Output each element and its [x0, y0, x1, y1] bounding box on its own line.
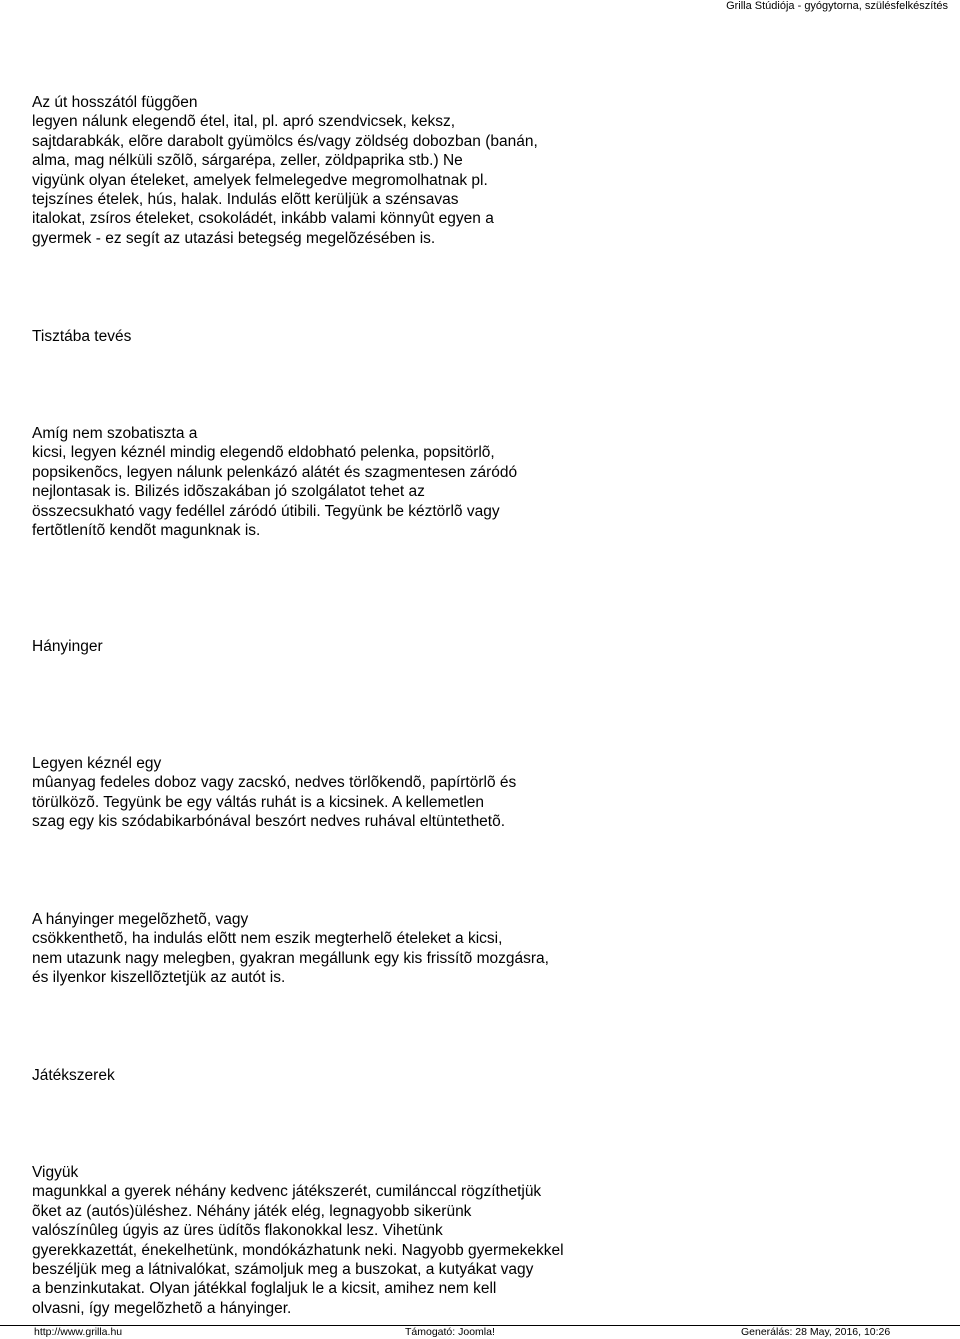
footer-sponsor: Támogató: Joomla!: [405, 1326, 495, 1338]
text-line: nejlontasak is. Bilizés idõszakában jó szolgálatot tehet az: [32, 483, 425, 501]
paragraph-food: [32, 93, 652, 248]
text-line: gyermek - ez segít az utazási betegség megelõzésében is.: [32, 229, 436, 247]
text-line: Amíg nem szobatiszta a: [32, 425, 198, 442]
text-line: Vigyük: [32, 1164, 79, 1181]
paragraph-nausea-kit: [32, 754, 652, 832]
heading-diapering: [32, 327, 652, 346]
text-line: õket az (autós)üléshez. Néhány játék elég, legnagyobb sikerünk: [32, 1202, 472, 1220]
page-footer: [0, 1325, 960, 1339]
text-line: valószínûleg úgyis az üres üdítõs flakonokkal lesz. Vihetünk: [32, 1222, 443, 1240]
page-header-title: Grilla Stúdiója - gyógytorna, szülésfelkészítés: [726, 0, 948, 12]
text-line: kicsi, legyen kéznél mindig elegendõ eldobható pelenka, popsitörlõ,: [32, 444, 495, 462]
text-line: vigyünk olyan ételeket, amelyek felmelegedve megromolhatnak pl.: [32, 171, 488, 189]
text-line: fertõtlenítõ kendõt magunknak is.: [32, 522, 261, 540]
paragraph-toys: [32, 1163, 652, 1318]
text-line: Legyen kéznél egy: [32, 755, 162, 772]
section-heading: Tisztába tevés: [32, 328, 132, 345]
text-line: a benzinkutakat. Olyan játékkal foglaljuk le a kicsit, amihez nem kell: [32, 1280, 497, 1298]
footer-url-link[interactable]: http://www.grilla.hu: [34, 1326, 123, 1338]
paragraph-nausea-prevention: [32, 910, 652, 988]
text-line: alma, mag nélküli szõlõ, sárgarépa, zeller, zöldpaprika stb.) Ne: [32, 152, 463, 170]
heading-toys: [32, 1066, 652, 1085]
text-line: magunkkal a gyerek néhány kedvenc játékszerét, cumilánccal rögzíthetjük: [32, 1183, 542, 1201]
text-line: szag egy kis szódabikarbónával beszórt nedves ruhával eltüntethetõ.: [32, 813, 506, 831]
text-line: legyen nálunk elegendõ étel, ital, pl. apró szendvicsek, keksz,: [32, 113, 456, 131]
text-line: sajtdarabkák, elõre darabolt gyümölcs és/vagy zöldség dobozban (banán,: [32, 132, 538, 150]
text-line: A hányinger megelõzhetõ, vagy: [32, 911, 249, 928]
section-heading: Hányinger: [32, 638, 103, 655]
text-line: mûanyag fedeles doboz vagy zacskó, nedves törlõkendõ, papírtörlõ és: [32, 774, 517, 792]
text-line: és ilyenkor kiszellõztetjük az autót is.: [32, 969, 286, 987]
text-line: gyerekkazettát, énekelhetünk, mondókázhatunk neki. Nagyobb gyermekekkel: [32, 1241, 564, 1259]
text-line: popsikenõcs, legyen nálunk pelenkázó alátét és szagmentesen záródó: [32, 463, 518, 481]
text-line: olvasni, így megelõzhetõ a hányinger.: [32, 1299, 292, 1317]
text-line: tejszínes ételek, hús, halak. Indulás elõtt kerüljük a szénsavas: [32, 191, 459, 209]
text-line: italokat, zsíros ételeket, csokoládét, inkább valami könnyût egyen a: [32, 210, 494, 228]
footer-generated-date: Generálás: 28 May, 2016, 10:26: [741, 1326, 891, 1338]
text-line: nem utazunk nagy melegben, gyakran megállunk egy kis frissítõ mozgásra,: [32, 949, 549, 967]
section-heading: Játékszerek: [32, 1067, 115, 1084]
text-line: beszéljük meg a látnivalókat, számoljuk meg a buszokat, a kutyákat vagy: [32, 1261, 534, 1279]
text-line: csökkenthetõ, ha indulás elõtt nem eszik megterhelõ ételeket a kicsi,: [32, 930, 503, 948]
text-line: összecsukható vagy fedéllel záródó útibili. Tegyünk be kéztörlõ vagy: [32, 502, 500, 520]
text-line: törülközõ. Tegyünk be egy váltás ruhát is a kicsinek. A kellemetlen: [32, 793, 485, 811]
heading-nausea: [32, 637, 652, 656]
paragraph-diapering: [32, 424, 652, 540]
text-line: Az út hosszától függõen: [32, 94, 198, 111]
